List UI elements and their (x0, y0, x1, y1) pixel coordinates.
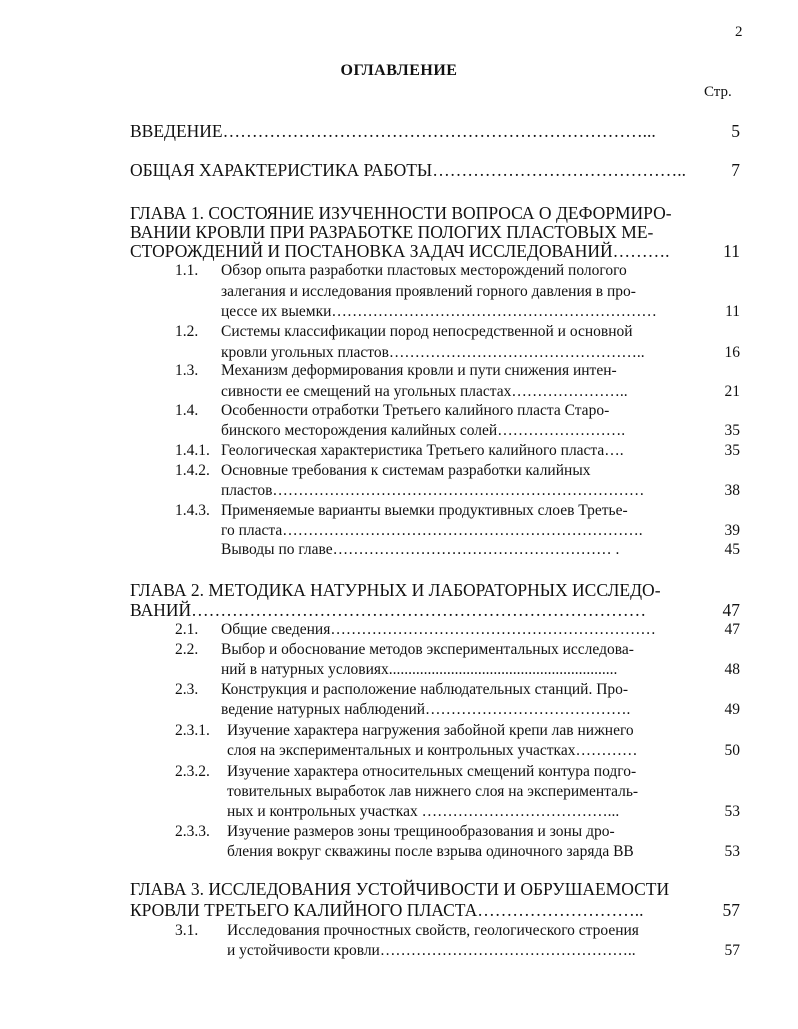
toc-section-number: 1.2. (175, 323, 199, 340)
toc-entry-page: 21 (724, 383, 740, 400)
page-title: ОГЛАВЛЕНИЕ (340, 62, 458, 79)
toc-entry-line: Основные требования к системам разработки калийных (221, 462, 591, 479)
toc-entry-line: ВАНИИ КРОВЛИ ПРИ РАЗРАБОТКЕ ПОЛОГИХ ПЛАСТОВЫХ МЕ- (130, 222, 654, 242)
toc-section-number: 2.3.3. (175, 823, 210, 840)
toc-entry-page: 5 (731, 121, 740, 141)
toc-entry-line: ведение натурных наблюдений…………………………………. (221, 701, 631, 718)
toc-entry-line: Системы классификации пород непосредственной и основной (221, 323, 633, 340)
toc-section-number: 1.4.3. (175, 502, 210, 519)
toc-entry-line: Механизм деформирования кровли и пути снижения интен- (221, 362, 617, 379)
toc-entry-line: Обзор опыта разработки пластовых месторождений пологого (221, 262, 627, 279)
toc-entry-page: 49 (724, 701, 740, 718)
toc-entry-line: Выводы по главе……………………………………………… . (221, 541, 620, 558)
toc-entry-line: Исследования прочностных свойств, геологического строения (227, 922, 639, 939)
page-column-label: Стр. (704, 84, 732, 100)
toc-entry-line: КРОВЛИ ТРЕТЬЕГО КАЛИЙНОГО ПЛАСТА……………………….. (130, 900, 644, 920)
toc-entry-page: 38 (724, 482, 740, 499)
toc-entry-line: ГЛАВА 2. МЕТОДИКА НАТУРНЫХ И ЛАБОРАТОРНЫХ ИССЛЕДО- (130, 580, 661, 600)
toc-entry-line: СТОРОЖДЕНИЙ И ПОСТАНОВКА ЗАДАЧ ИССЛЕДОВАНИЙ………. (130, 241, 670, 261)
toc-section-number: 2.3.2. (175, 763, 210, 780)
toc-entry-line: ВАНИЙ…………………………………………………………………… (130, 600, 647, 620)
toc-entry-line: го пласта……………………………………………………………. (221, 522, 643, 539)
toc-entry-page: 47 (722, 600, 740, 620)
toc-entry-line: ГЛАВА 3. ИССЛЕДОВАНИЯ УСТОЙЧИВОСТИ И ОБРУШАЕМОСТИ (130, 879, 670, 899)
toc-entry-line: Геологическая характеристика Третьего калийного пласта…. (221, 442, 624, 459)
toc-entry-page: 11 (723, 241, 740, 261)
toc-section-number: 2.3. (175, 681, 199, 698)
toc-section-number: 1.4.1. (175, 442, 210, 459)
toc-entry-line: ГЛАВА 1. СОСТОЯНИЕ ИЗУЧЕННОСТИ ВОПРОСА О ДЕФОРМИРО- (130, 203, 672, 223)
toc-entry-line: Изучение размеров зоны трещинообразования и зоны дро- (227, 823, 615, 840)
toc-entry-line: Выбор и обоснование методов экспериментальных исследова- (221, 641, 634, 658)
toc-entry-line: цессе их выемки……………………………………………………… (221, 303, 657, 320)
toc-entry-line: и устойчивости кровли………………………………………….. (227, 942, 636, 959)
page-number: 2 (735, 24, 743, 40)
toc-section-number: 2.1. (175, 621, 199, 638)
toc-section-number: 3.1. (175, 922, 199, 939)
toc-entry-line: ных и контрольных участках ………………………………... (227, 803, 620, 820)
toc-section-number: 1.1. (175, 262, 199, 279)
toc-entry-line: Особенности отработки Третьего калийного пласта Старо- (221, 402, 610, 419)
toc-section-number: 1.4.2. (175, 462, 210, 479)
toc-entry-line: Общие сведения……………………………………………………… (221, 621, 656, 638)
toc-section-number: 2.3.1. (175, 722, 210, 739)
toc-entry-line: залегания и исследования проявлений горного давления в про- (221, 283, 636, 300)
toc-entry-line: бинского месторождения калийных солей……………………. (221, 422, 626, 439)
toc-entry-page: 48 (724, 661, 740, 678)
toc-entry-page: 53 (724, 843, 740, 860)
toc-entry-line: ний в натурных условиях........................................................... (221, 661, 618, 678)
toc-entry-page: 45 (724, 541, 740, 558)
toc-entry-page: 39 (724, 522, 740, 539)
toc-entry-line: Изучение характера нагружения забойной крепи лав нижнего (227, 722, 634, 739)
toc-entry-line: Конструкция и расположение наблюдательных станций. Про- (221, 681, 629, 698)
toc-entry-line: товительных выработок лав нижнего слоя на эксперименталь- (227, 783, 639, 800)
toc-entry-page: 50 (724, 742, 740, 759)
toc-entry-page: 35 (724, 422, 740, 439)
toc-entry-line: слоя на экспериментальных и контрольных участках………… (227, 742, 638, 759)
toc-entry-line: сивности ее смещений на угольных пластах………………….. (221, 383, 628, 400)
toc-entry-line: Применяемые варианты выемки продуктивных слоев Третье- (221, 502, 628, 519)
toc-entry-page: 47 (724, 621, 740, 638)
toc-entry-page: 57 (724, 942, 740, 959)
toc-entry-line: кровли угольных пластов………………………………………….. (221, 344, 645, 361)
toc-section-number: 1.3. (175, 362, 199, 379)
toc-section-number: 2.2. (175, 641, 199, 658)
toc-section-number: 1.4. (175, 402, 199, 419)
toc-entry-page: 16 (724, 344, 740, 361)
toc-entry-page: 53 (724, 803, 740, 820)
toc-entry-page: 57 (722, 900, 740, 920)
toc-entry-page: 35 (724, 442, 740, 459)
toc-entry-line: Изучение характера относительных смещений контура подго- (227, 763, 637, 780)
toc-entry-line: пластов……………………………………………………………… (221, 482, 645, 499)
toc-entry-text: ОБЩАЯ ХАРАКТЕРИСТИКА РАБОТЫ…………………………………….. (130, 160, 686, 180)
toc-entry-page: 11 (725, 303, 740, 320)
toc-entry-line: бления вокруг скважины после взрыва одиночного заряда ВВ (227, 843, 634, 860)
toc-entry-page: 7 (731, 160, 740, 180)
toc-entry-text: ВВЕДЕНИЕ………………………………………………………………... (130, 121, 656, 141)
